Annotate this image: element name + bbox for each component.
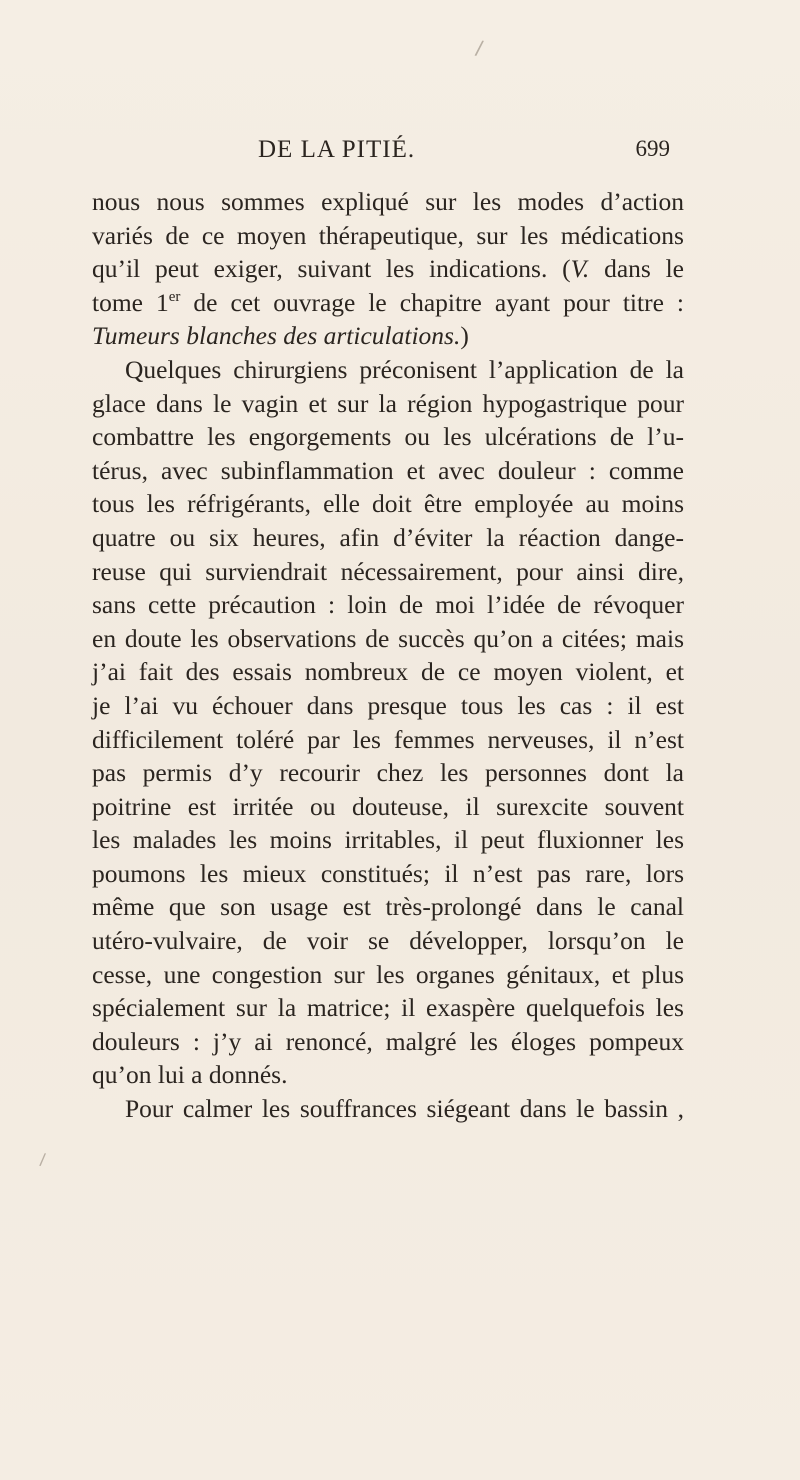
text-line: poitrine est irritée ou douteuse, il surexcite souvent — [92, 791, 684, 821]
text-line: térus, avec subinflammation et avec douleur : comme — [92, 455, 684, 485]
stray-mark: / — [473, 35, 485, 62]
text-line: cesse, une congestion sur les organes génitaux, et plus — [92, 959, 684, 989]
text-line: qu’on lui a donnés. — [92, 1060, 288, 1090]
running-title: DE LA PITIÉ. — [258, 136, 416, 163]
text-line: je l’ai vu échouer dans presque tous les cas : il est — [92, 690, 684, 720]
text-line: tome 1er de cet ouvrage le chapitre ayant pour titre : — [92, 287, 684, 317]
text-line: reuse qui surviendrait nécessairement, pour ainsi dire, — [92, 556, 684, 586]
text-line: les malades les moins irritables, il peut fluxionner les — [92, 825, 684, 855]
text-line: combattre les engorgements ou les ulcérations de l’u- — [92, 422, 684, 452]
text-line: utéro-vulvaire, de voir se développer, lorsqu’on le — [92, 926, 684, 956]
stray-mark: / — [38, 1149, 47, 1171]
text-line: qu’il peut exiger, suivant les indications. (V. dans le — [92, 254, 684, 284]
text-line: quatre ou six heures, afin d’éviter la réaction dange- — [92, 522, 684, 552]
text-line: nous nous sommes expliqué sur les modes d’action — [92, 187, 684, 216]
text-line: spécialement sur la matrice; il exaspère quelquefois les — [92, 993, 684, 1023]
text-line: j’ai fait des essais nombreux de ce moyen violent, et — [92, 657, 684, 687]
text-line: en doute les observations de succès qu’on a citées; mais — [92, 623, 684, 653]
text-line: sans cette précaution : loin de moi l’idée de révoquer — [92, 590, 684, 620]
text-line: pas permis d’y recourir chez les personnes dont la — [92, 758, 684, 788]
paragraph-start: Pour calmer les souffrances siégeant dans le bassin , — [125, 1094, 684, 1124]
text-line: tous les réfrigérants, elle doit être employée au moins — [92, 489, 684, 519]
page-number: 699 — [635, 136, 670, 161]
paragraph-start: Quelques chirurgiens préconisent l’application de la — [125, 354, 684, 384]
text-line: Tumeurs blanches des articulations.) — [92, 321, 469, 351]
text-line: difficilement toléré par les femmes nerveuses, il n’est — [92, 724, 684, 754]
text-line: variés de ce moyen thérapeutique, sur les médications — [92, 220, 684, 250]
page-header — [258, 136, 670, 176]
text-line: poumons les mieux constitués; il n’est pas rare, lors — [92, 858, 684, 888]
body-text — [92, 185, 684, 1126]
text-line: même que son usage est très-prolongé dans le canal — [92, 892, 684, 922]
text-line: glace dans le vagin et sur la région hypogastrique pour — [92, 388, 684, 418]
text-line: douleurs : j’y ai renoncé, malgré les éloges pompeux — [92, 1026, 684, 1056]
